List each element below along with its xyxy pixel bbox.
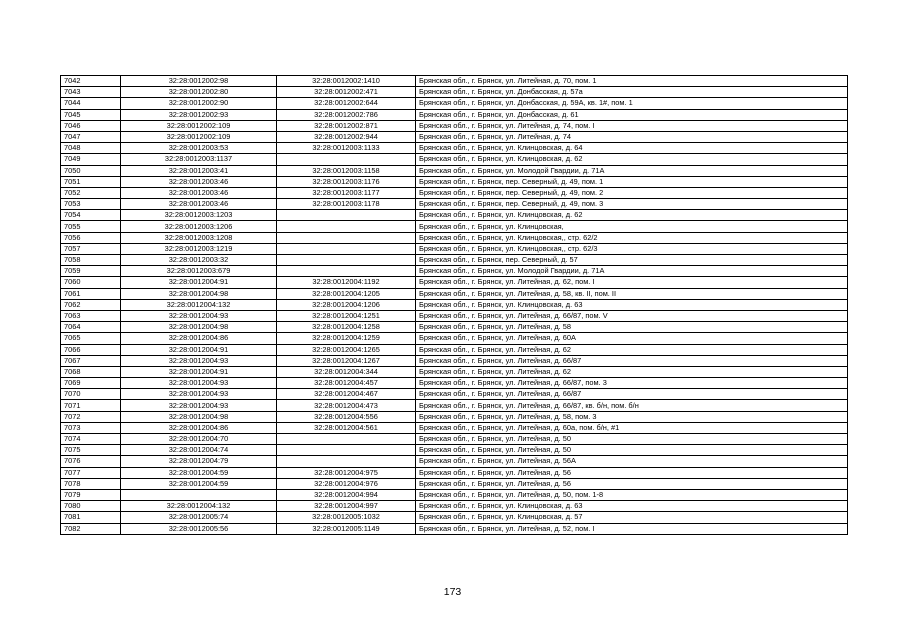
object-cadastral-number-cell: 32:28:0012004:994 — [277, 489, 416, 500]
row-number-cell: 7056 — [61, 232, 121, 243]
row-number-cell: 7079 — [61, 489, 121, 500]
object-cadastral-number-cell: 32:28:0012004:1265 — [277, 344, 416, 355]
address-cell: Брянская обл., г. Брянск, ул. Клинцовская,, стр. 62/3 — [416, 243, 848, 254]
table-row — [61, 378, 848, 389]
table-row — [61, 322, 848, 333]
row-number-cell: 7078 — [61, 478, 121, 489]
land-cadastral-number-cell: 32:28:0012002:98 — [121, 76, 277, 87]
address-cell: Брянская обл., г. Брянск, ул. Донбасская, д. 59А, кв. 1#, пом. 1 — [416, 98, 848, 109]
table-row — [61, 366, 848, 377]
row-number-cell: 7082 — [61, 523, 121, 534]
row-number-cell: 7054 — [61, 210, 121, 221]
object-cadastral-number-cell: 32:28:0012003:1177 — [277, 187, 416, 198]
land-cadastral-number-cell: 32:28:0012004:93 — [121, 378, 277, 389]
land-cadastral-number-cell: 32:28:0012003:1137 — [121, 154, 277, 165]
table-row — [61, 232, 848, 243]
row-number-cell: 7059 — [61, 266, 121, 277]
object-cadastral-number-cell — [277, 434, 416, 445]
address-cell: Брянская обл., г. Брянск, ул. Литейная, д. 56 — [416, 467, 848, 478]
land-cadastral-number-cell — [121, 489, 277, 500]
object-cadastral-number-cell: 32:28:0012004:457 — [277, 378, 416, 389]
address-cell: Брянская обл., г. Брянск, ул. Литейная, д. 58 — [416, 322, 848, 333]
address-cell: Брянская обл., г. Брянск, ул. Молодой Гвардии, д. 71А — [416, 266, 848, 277]
land-cadastral-number-cell: 32:28:0012003:46 — [121, 187, 277, 198]
table-row — [61, 131, 848, 142]
row-number-cell: 7060 — [61, 277, 121, 288]
address-cell: Брянская обл., г. Брянск, ул. Литейная, д. 66/87 — [416, 389, 848, 400]
object-cadastral-number-cell: 32:28:0012004:1206 — [277, 299, 416, 310]
table-row — [61, 501, 848, 512]
land-cadastral-number-cell: 32:28:0012004:74 — [121, 445, 277, 456]
address-cell: Брянская обл., г. Брянск, ул. Литейная, д. 74, пом. I — [416, 120, 848, 131]
object-cadastral-number-cell: 32:28:0012004:976 — [277, 478, 416, 489]
row-number-cell: 7067 — [61, 355, 121, 366]
object-cadastral-number-cell: 32:28:0012004:467 — [277, 389, 416, 400]
land-cadastral-number-cell: 32:28:0012003:53 — [121, 143, 277, 154]
object-cadastral-number-cell — [277, 243, 416, 254]
address-cell: Брянская обл., г. Брянск, ул. Литейная, д. 50, пом. 1-8 — [416, 489, 848, 500]
address-cell: Брянская обл., г. Брянск, ул. Литейная, д. 74 — [416, 131, 848, 142]
address-cell: Брянская обл., г. Брянск, ул. Литейная, д. 60А — [416, 333, 848, 344]
table-row — [61, 176, 848, 187]
address-cell: Брянская обл., г. Брянск, пер. Северный, д. 49, пом. 2 — [416, 187, 848, 198]
object-cadastral-number-cell — [277, 445, 416, 456]
address-cell: Брянская обл., г. Брянск, ул. Литейная, д. 66/87 — [416, 355, 848, 366]
address-cell: Брянская обл., г. Брянск, ул. Литейная, д. 70, пом. 1 — [416, 76, 848, 87]
row-number-cell: 7071 — [61, 400, 121, 411]
land-cadastral-number-cell: 32:28:0012002:90 — [121, 98, 277, 109]
address-cell: Брянская обл., г. Брянск, ул. Литейная, д. 62 — [416, 344, 848, 355]
object-cadastral-number-cell: 32:28:0012002:644 — [277, 98, 416, 109]
object-cadastral-number-cell — [277, 232, 416, 243]
address-cell: Брянская обл., г. Брянск, ул. Донбасская, д. 61 — [416, 109, 848, 120]
land-cadastral-number-cell: 32:28:0012002:93 — [121, 109, 277, 120]
land-cadastral-number-cell: 32:28:0012003:41 — [121, 165, 277, 176]
table-row — [61, 523, 848, 534]
object-cadastral-number-cell: 32:28:0012002:1410 — [277, 76, 416, 87]
address-cell: Брянская обл., г. Брянск, ул. Молодой Гвардии, д. 71А — [416, 165, 848, 176]
row-number-cell: 7042 — [61, 76, 121, 87]
address-cell: Брянская обл., г. Брянск, ул. Клинцовская, д. 57 — [416, 512, 848, 523]
table-row — [61, 478, 848, 489]
table-row — [61, 411, 848, 422]
address-cell: Брянская обл., г. Брянск, ул. Литейная, д. 58, кв. II, пом. II — [416, 288, 848, 299]
table-row — [61, 266, 848, 277]
table-row — [61, 187, 848, 198]
address-cell: Брянская обл., г. Брянск, ул. Клинцовская, — [416, 221, 848, 232]
address-cell: Брянская обл., г. Брянск, ул. Литейная, д. 56 — [416, 478, 848, 489]
land-cadastral-number-cell: 32:28:0012004:98 — [121, 411, 277, 422]
land-cadastral-number-cell: 32:28:0012004:93 — [121, 310, 277, 321]
row-number-cell: 7069 — [61, 378, 121, 389]
row-number-cell: 7057 — [61, 243, 121, 254]
address-cell: Брянская обл., г. Брянск, ул. Литейная, д. 58, пом. 3 — [416, 411, 848, 422]
address-cell: Брянская обл., г. Брянск, ул. Литейная, д. 66/87, пом. 3 — [416, 378, 848, 389]
row-number-cell: 7080 — [61, 501, 121, 512]
table-row — [61, 288, 848, 299]
land-cadastral-number-cell: 32:28:0012004:132 — [121, 299, 277, 310]
land-cadastral-number-cell: 32:28:0012004:59 — [121, 478, 277, 489]
address-cell: Брянская обл., г. Брянск, ул. Литейная, д. 62, пом. I — [416, 277, 848, 288]
address-cell: Брянская обл., г. Брянск, ул. Клинцовская, д. 63 — [416, 299, 848, 310]
object-cadastral-number-cell: 32:28:0012004:1267 — [277, 355, 416, 366]
land-cadastral-number-cell: 32:28:0012003:32 — [121, 255, 277, 266]
registry-table — [60, 75, 848, 535]
address-cell: Брянская обл., г. Брянск, ул. Литейная, д. 50 — [416, 445, 848, 456]
address-cell: Брянская обл., г. Брянск, ул. Клинцовская, д. 62 — [416, 154, 848, 165]
object-cadastral-number-cell: 32:28:0012004:1205 — [277, 288, 416, 299]
row-number-cell: 7068 — [61, 366, 121, 377]
land-cadastral-number-cell: 32:28:0012003:1206 — [121, 221, 277, 232]
address-cell: Брянская обл., г. Брянск, ул. Литейная, д. 62 — [416, 366, 848, 377]
table-row — [61, 210, 848, 221]
land-cadastral-number-cell: 32:28:0012004:59 — [121, 467, 277, 478]
table-row — [61, 512, 848, 523]
object-cadastral-number-cell: 32:28:0012004:997 — [277, 501, 416, 512]
object-cadastral-number-cell: 32:28:0012003:1178 — [277, 199, 416, 210]
object-cadastral-number-cell: 32:28:0012002:944 — [277, 131, 416, 142]
row-number-cell: 7044 — [61, 98, 121, 109]
address-cell: Брянская обл., г. Брянск, ул. Клинцовская,, стр. 62/2 — [416, 232, 848, 243]
row-number-cell: 7072 — [61, 411, 121, 422]
table-row — [61, 87, 848, 98]
row-number-cell: 7053 — [61, 199, 121, 210]
object-cadastral-number-cell: 32:28:0012004:344 — [277, 366, 416, 377]
land-cadastral-number-cell: 32:28:0012004:93 — [121, 400, 277, 411]
table-row — [61, 445, 848, 456]
table-row — [61, 434, 848, 445]
address-cell: Брянская обл., г. Брянск, пер. Северный, д. 49, пом. 3 — [416, 199, 848, 210]
table-row — [61, 98, 848, 109]
row-number-cell: 7048 — [61, 143, 121, 154]
table-row — [61, 154, 848, 165]
land-cadastral-number-cell: 32:28:0012003:1203 — [121, 210, 277, 221]
row-number-cell: 7077 — [61, 467, 121, 478]
row-number-cell: 7058 — [61, 255, 121, 266]
land-cadastral-number-cell: 32:28:0012003:679 — [121, 266, 277, 277]
page-number: 173 — [443, 586, 462, 598]
table-row — [61, 400, 848, 411]
table-row — [61, 299, 848, 310]
table-row — [61, 109, 848, 120]
object-cadastral-number-cell: 32:28:0012004:1251 — [277, 310, 416, 321]
table-row — [61, 422, 848, 433]
land-cadastral-number-cell: 32:28:0012004:98 — [121, 322, 277, 333]
address-cell: Брянская обл., г. Брянск, ул. Донбасская, д. 57а — [416, 87, 848, 98]
table-row — [61, 165, 848, 176]
land-cadastral-number-cell: 32:28:0012004:86 — [121, 333, 277, 344]
row-number-cell: 7052 — [61, 187, 121, 198]
land-cadastral-number-cell: 32:28:0012005:56 — [121, 523, 277, 534]
address-cell: Брянская обл., г. Брянск, ул. Клинцовская, д. 64 — [416, 143, 848, 154]
object-cadastral-number-cell: 32:28:0012005:1032 — [277, 512, 416, 523]
address-cell: Брянская обл., г. Брянск, ул. Литейная, д. 60а, пом. б/н, #1 — [416, 422, 848, 433]
registry-table-body — [61, 76, 848, 535]
table-row — [61, 120, 848, 131]
object-cadastral-number-cell: 32:28:0012002:871 — [277, 120, 416, 131]
land-cadastral-number-cell: 32:28:0012004:91 — [121, 277, 277, 288]
land-cadastral-number-cell: 32:28:0012004:79 — [121, 456, 277, 467]
object-cadastral-number-cell: 32:28:0012003:1133 — [277, 143, 416, 154]
land-cadastral-number-cell: 32:28:0012002:109 — [121, 131, 277, 142]
land-cadastral-number-cell: 32:28:0012004:91 — [121, 366, 277, 377]
address-cell: Брянская обл., г. Брянск, ул. Литейная, д. 56А — [416, 456, 848, 467]
table-row — [61, 389, 848, 400]
address-cell: Брянская обл., г. Брянск, ул. Литейная, д. 52, пом. I — [416, 523, 848, 534]
land-cadastral-number-cell: 32:28:0012004:70 — [121, 434, 277, 445]
land-cadastral-number-cell: 32:28:0012003:1208 — [121, 232, 277, 243]
land-cadastral-number-cell: 32:28:0012004:93 — [121, 389, 277, 400]
object-cadastral-number-cell: 32:28:0012004:975 — [277, 467, 416, 478]
object-cadastral-number-cell: 32:28:0012005:1149 — [277, 523, 416, 534]
object-cadastral-number-cell: 32:28:0012003:1158 — [277, 165, 416, 176]
address-cell: Брянская обл., г. Брянск, пер. Северный, д. 57 — [416, 255, 848, 266]
object-cadastral-number-cell: 32:28:0012004:561 — [277, 422, 416, 433]
table-row — [61, 355, 848, 366]
land-cadastral-number-cell: 32:28:0012004:98 — [121, 288, 277, 299]
row-number-cell: 7064 — [61, 322, 121, 333]
table-row — [61, 143, 848, 154]
row-number-cell: 7046 — [61, 120, 121, 131]
object-cadastral-number-cell — [277, 210, 416, 221]
object-cadastral-number-cell: 32:28:0012004:473 — [277, 400, 416, 411]
land-cadastral-number-cell: 32:28:0012003:46 — [121, 199, 277, 210]
address-cell: Брянская обл., г. Брянск, ул. Литейная, д. 66/87, пом. V — [416, 310, 848, 321]
object-cadastral-number-cell: 32:28:0012004:556 — [277, 411, 416, 422]
land-cadastral-number-cell: 32:28:0012004:132 — [121, 501, 277, 512]
row-number-cell: 7065 — [61, 333, 121, 344]
land-cadastral-number-cell: 32:28:0012002:80 — [121, 87, 277, 98]
row-number-cell: 7070 — [61, 389, 121, 400]
land-cadastral-number-cell: 32:28:0012005:74 — [121, 512, 277, 523]
table-row — [61, 255, 848, 266]
row-number-cell: 7063 — [61, 310, 121, 321]
object-cadastral-number-cell — [277, 266, 416, 277]
row-number-cell: 7047 — [61, 131, 121, 142]
address-cell: Брянская обл., г. Брянск, ул. Клинцовская, д. 63 — [416, 501, 848, 512]
row-number-cell: 7061 — [61, 288, 121, 299]
row-number-cell: 7073 — [61, 422, 121, 433]
row-number-cell: 7081 — [61, 512, 121, 523]
object-cadastral-number-cell — [277, 221, 416, 232]
object-cadastral-number-cell — [277, 255, 416, 266]
row-number-cell: 7076 — [61, 456, 121, 467]
object-cadastral-number-cell: 32:28:0012004:1259 — [277, 333, 416, 344]
row-number-cell: 7075 — [61, 445, 121, 456]
table-row — [61, 221, 848, 232]
land-cadastral-number-cell: 32:28:0012004:91 — [121, 344, 277, 355]
row-number-cell: 7062 — [61, 299, 121, 310]
land-cadastral-number-cell: 32:28:0012004:93 — [121, 355, 277, 366]
row-number-cell: 7050 — [61, 165, 121, 176]
table-row — [61, 456, 848, 467]
land-cadastral-number-cell: 32:28:0012003:1219 — [121, 243, 277, 254]
table-row — [61, 310, 848, 321]
address-cell: Брянская обл., г. Брянск, ул. Клинцовская, д. 62 — [416, 210, 848, 221]
table-row — [61, 76, 848, 87]
table-row — [61, 344, 848, 355]
object-cadastral-number-cell: 32:28:0012003:1176 — [277, 176, 416, 187]
land-cadastral-number-cell: 32:28:0012003:46 — [121, 176, 277, 187]
address-cell: Брянская обл., г. Брянск, пер. Северный, д. 49, пом. 1 — [416, 176, 848, 187]
table-row — [61, 277, 848, 288]
address-cell: Брянская обл., г. Брянск, ул. Литейная, д. 50 — [416, 434, 848, 445]
row-number-cell: 7055 — [61, 221, 121, 232]
land-cadastral-number-cell: 32:28:0012002:109 — [121, 120, 277, 131]
object-cadastral-number-cell — [277, 456, 416, 467]
row-number-cell: 7066 — [61, 344, 121, 355]
row-number-cell: 7043 — [61, 87, 121, 98]
object-cadastral-number-cell: 32:28:0012004:1192 — [277, 277, 416, 288]
row-number-cell: 7051 — [61, 176, 121, 187]
row-number-cell: 7049 — [61, 154, 121, 165]
object-cadastral-number-cell: 32:28:0012004:1258 — [277, 322, 416, 333]
table-row — [61, 199, 848, 210]
table-row — [61, 243, 848, 254]
table-row — [61, 333, 848, 344]
object-cadastral-number-cell — [277, 154, 416, 165]
address-cell: Брянская обл., г. Брянск, ул. Литейная, д. 66/87, кв. б/н, пом. б/н — [416, 400, 848, 411]
row-number-cell: 7045 — [61, 109, 121, 120]
table-row — [61, 489, 848, 500]
land-cadastral-number-cell: 32:28:0012004:86 — [121, 422, 277, 433]
table-row — [61, 467, 848, 478]
object-cadastral-number-cell: 32:28:0012002:786 — [277, 109, 416, 120]
row-number-cell: 7074 — [61, 434, 121, 445]
object-cadastral-number-cell: 32:28:0012002:471 — [277, 87, 416, 98]
